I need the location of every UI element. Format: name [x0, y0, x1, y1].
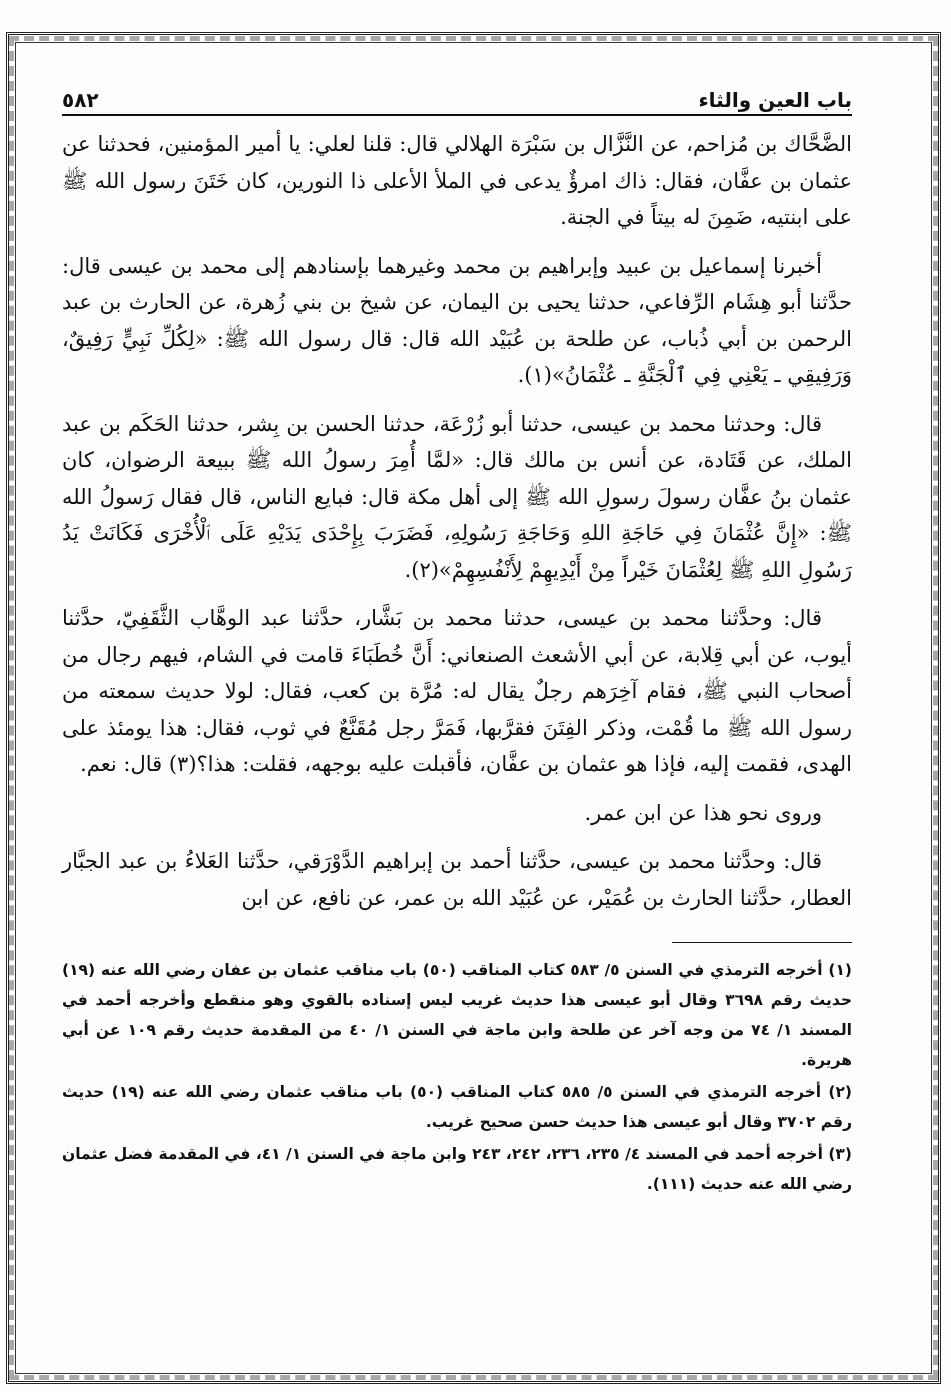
paragraph: قال: وحدَّثنا محمد بن عيسى، حدثنا محمد بن بَشَّار، حدَّثنا عبد الوهَّاب الثَّقَفِيّ، حدَّثنا أيوب، عن أبي قِلابة، عن أبي الأشعث الصنعاني: أَنَّ خُطَبَاءَ قامت في الشام، فيهم رجال من أصحاب النبي ﷺ، فقام آخِرَهم رجلٌ يقال له: مُرَّة بن كعب، فقال: لولا حديث سمعته من رسول الله ﷺ ما قُمْت، وذكر الفِتَنَ فقرَّبها، فَمَرَّ رجل مُقَنَّعٌ في ثوب، فقال: هذا يومئذ على الهدى، فقمت إليه، فإذا هو عثمان بن عفَّان، فأقبلت عليه بوجهه، فقلت: هذا؟(٣) قال: نعم.	[62, 606, 852, 776]
running-header	[62, 82, 852, 116]
book-page	[62, 82, 852, 1352]
footnote: (٢) أخرجه الترمذي في السنن ٥/ ٥٨٥ كتاب المناقب (٥٠) باب مناقب عثمان رضي الله عنه (١٩) حديث رقم ٣٧٠٢ وقال أبو عيسى هذا حديث حسن صحيح غريب.	[62, 1083, 852, 1131]
footnote: (٣) أخرجه أحمد في المسند ٤/ ٢٣٥، ٢٣٦، ٢٤٢، ٢٤٣ وابن ماجة في السنن ١/ ٤١، في المقدمة فضل عثمان رضي الله عنه حديث (١١١).	[62, 1145, 852, 1193]
paragraph: أخبرنا إسماعيل بن عبيد وإبراهيم بن محمد وغيرهما بإسنادهم إلى محمد بن عيسى قال: حدَّثنا أبو هِشَام الرِّفاعي، حدثنا يحيى بن اليمان، عن شيخ بن بني زُهرة، عن الحارث بن عبد الرحمن بن أبي ذُباب، عن طلحة بن عُبَيْد الله قال: قال رسول الله ﷺ: «لِكُلِّ نَبِيٍّ رَفِيقٌ، وَرَفِيقِي ـ يَعْنِي فِي ٱلْجَنَّةِ ـ عُثْمَانُ»(١).	[62, 253, 852, 387]
paragraph: قال: وحدَّثنا محمد بن عيسى، حدَّثنا أحمد بن إبراهيم الدَّوْرَقي، حدَّثنا العَلاءُ بن عبد الجبَّار العطار، حدَّثنا الحارث بن عُمَيْر، عن عُبَيْد الله بن عمر، عن نافع، عن ابن	[62, 849, 852, 910]
footnote: (١) أخرجه الترمذي في السنن ٥/ ٥٨٣ كتاب المناقب (٥٠) باب مناقب عثمان بن عفان رضي الله عنه (١٩) حديث رقم ٣٦٩٨ وقال أبو عيسى هذا حديث غريب ليس إسناده بالقوي وهو منقطع وأخرجه أحمد في المسند ١/ ٧٤ من وجه آخر عن طلحة وابن ماجة في السنن ١/ ٤٠ من المقدمة حديث رقم ١٠٩ عن أبي هريرة.	[62, 961, 852, 1069]
page-number: ٥٨٢	[62, 88, 99, 112]
footnotes	[62, 955, 852, 1199]
main-text	[62, 126, 852, 916]
chapter-title: باب العين والثاء	[698, 88, 852, 112]
paragraph: الضَّحَّاك بن مُزاحم، عن النَّزَّال بن سَبْرَة الهلالي قال: قلنا لعلي: يا أمير المؤمنين، فحدثنا عن عثمان بن عفَّان، فقال: ذاك امرؤٌ يدعى في الملأ الأعلى ذا النورين، كان خَتَنَ رسول الله ﷺ على ابنتيه، ضَمِنَ له بيتاً في الجنة.	[62, 132, 852, 229]
footnote-divider	[672, 942, 852, 943]
paragraph: قال: وحدثنا محمد بن عيسى، حدثنا أبو زُرْعَة، حدثنا الحسن بن بِشر، حدثنا الحَكَم بن عبد الملك، عن قَتَادة، عن أنس بن مالك قال: «لمَّا أُمِرَ رسولُ الله ﷺ ببيعة الرضوان، كان عثمان بنُ عفَّان رسولَ رسولِ الله ﷺ إلى أهل مكة قال: فبايع الناس، قال فقال رَسولُ الله ﷺ: «إِنَّ عُثْمَانَ فِي حَاجَةِ اللهِ وَحَاجَةِ رَسُولِهِ، فَضَرَبَ بِإِحْدَى يَدَيْهِ عَلَى ٱلْأُخْرَى فَكَانَتْ يَدُ رَسُولِ اللهِ ﷺ لِعُثْمَانَ خَيْراً مِنْ أَيْدِيهِمْ لِأَنْفُسِهِمْ»(٢).	[62, 411, 852, 582]
paragraph: وروى نحو هذا عن ابن عمر.	[584, 800, 822, 825]
